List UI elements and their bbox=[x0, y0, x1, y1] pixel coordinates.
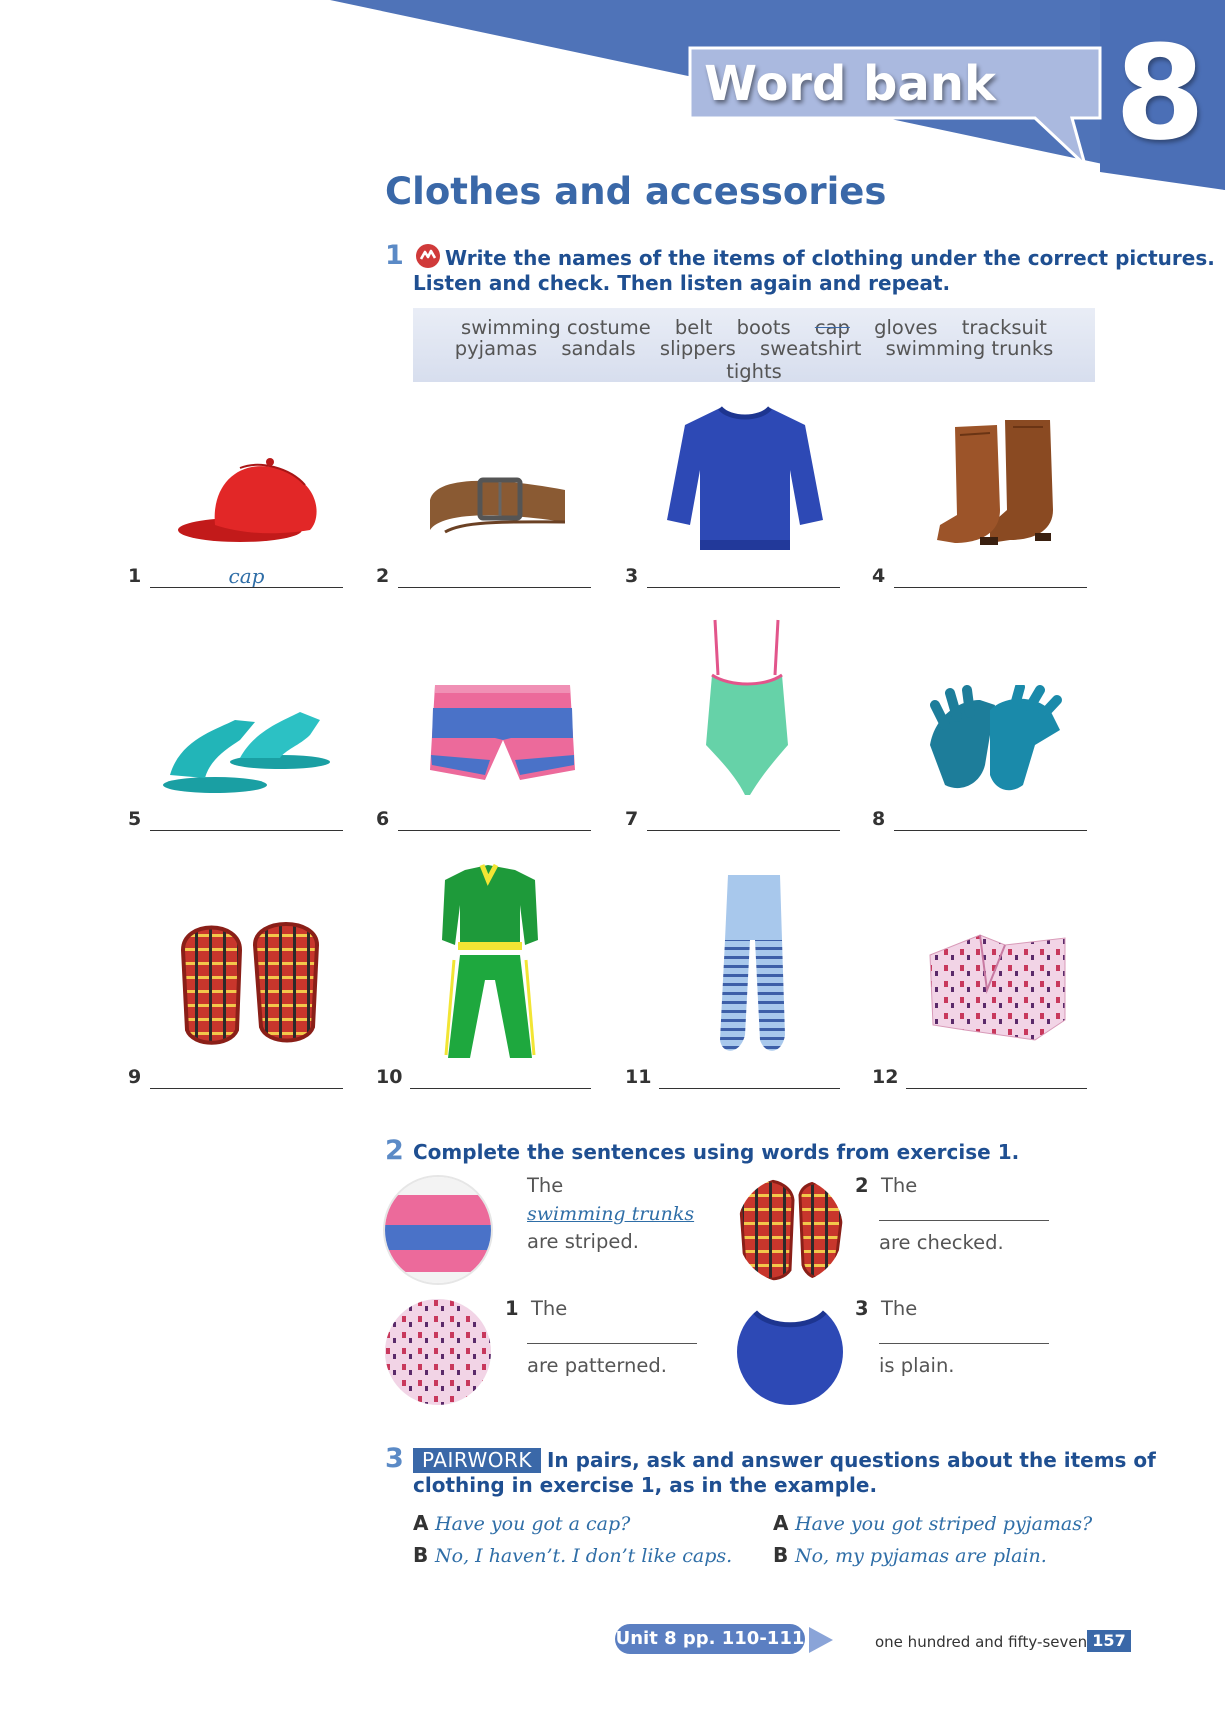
word: gloves bbox=[874, 316, 938, 339]
word: pyjamas bbox=[454, 337, 538, 360]
word-box bbox=[413, 308, 1095, 382]
item-number: 6 bbox=[376, 808, 390, 830]
exercise-3-instruction-line1: PAIRWORK In pairs, ask and answer questions about the items of bbox=[413, 1448, 1156, 1473]
sandals-photo bbox=[160, 700, 335, 800]
answer-line[interactable] bbox=[894, 563, 1087, 588]
item-number: 12 bbox=[872, 1066, 899, 1088]
boots-photo bbox=[935, 415, 1065, 550]
word: boots bbox=[736, 316, 791, 339]
sentence-1: 1 The are patterned. bbox=[505, 1295, 697, 1380]
answer-text: cap bbox=[228, 564, 265, 588]
answer-line[interactable] bbox=[150, 563, 343, 588]
word: tights bbox=[726, 360, 782, 383]
slippers-circle-photo bbox=[735, 1175, 845, 1285]
exercise-3-number: 3 bbox=[385, 1443, 404, 1474]
answer-line[interactable] bbox=[150, 1064, 343, 1089]
word: belt bbox=[674, 316, 713, 339]
answer-line[interactable] bbox=[894, 806, 1087, 831]
word: sweatshirt bbox=[760, 337, 862, 360]
gloves-photo bbox=[925, 685, 1065, 800]
answer-line[interactable] bbox=[398, 563, 591, 588]
dialogue-1: A Have you got a cap? B No, I haven’t. I don’t like caps. bbox=[413, 1511, 733, 1567]
word: swimming costume bbox=[461, 316, 651, 339]
pairwork-badge: PAIRWORK bbox=[413, 1448, 541, 1473]
pyjamas-circle-photo bbox=[383, 1297, 493, 1407]
item-number: 1 bbox=[128, 565, 142, 587]
audio-icon[interactable] bbox=[415, 243, 441, 269]
banner-title: Word bank bbox=[704, 56, 996, 112]
word-struck: cap bbox=[814, 316, 850, 339]
page-number: 157 bbox=[1087, 1630, 1131, 1652]
item-number: 5 bbox=[128, 808, 142, 830]
word: swimming trunks bbox=[885, 337, 1054, 360]
belt-photo bbox=[425, 460, 575, 540]
sweatshirt-photo bbox=[665, 400, 825, 560]
exercise-2-number: 2 bbox=[385, 1135, 404, 1166]
page-number-words: one hundred and fifty-seven bbox=[875, 1633, 1088, 1651]
arrow-right-icon bbox=[809, 1627, 833, 1653]
answer-line[interactable] bbox=[398, 806, 591, 831]
answer-line[interactable] bbox=[647, 563, 840, 588]
sentence-1-blank[interactable] bbox=[527, 1323, 697, 1344]
word: sandals bbox=[561, 337, 636, 360]
sweatshirt-circle-photo bbox=[735, 1297, 845, 1407]
exercise-1-instruction-line2: Listen and check. Then listen again and repeat. bbox=[413, 271, 951, 295]
answer-line[interactable] bbox=[410, 1064, 591, 1089]
item-number: 7 bbox=[625, 808, 639, 830]
unit-reference-badge[interactable]: Unit 8 pp. 110-111 bbox=[615, 1624, 805, 1654]
sentence-2: 2 The are checked. bbox=[855, 1172, 1049, 1257]
answer-line[interactable] bbox=[659, 1064, 840, 1089]
item-number: 10 bbox=[376, 1066, 403, 1088]
dialogue-2: A Have you got striped pyjamas? B No, my pyjamas are plain. bbox=[773, 1511, 1093, 1567]
item-number: 9 bbox=[128, 1066, 142, 1088]
item-number: 11 bbox=[625, 1066, 652, 1088]
swimming-trunks-circle-photo bbox=[383, 1175, 493, 1285]
unit-number: 8 bbox=[1114, 17, 1206, 169]
exercise-2-instruction: Complete the sentences using words from exercise 1. bbox=[413, 1140, 1020, 1164]
word-row-1 bbox=[413, 308, 1095, 337]
sentence-example: The swimming trunks are striped. bbox=[527, 1174, 695, 1253]
item-number: 4 bbox=[872, 565, 886, 587]
answer-line[interactable] bbox=[906, 1064, 1087, 1089]
slippers-photo bbox=[175, 915, 325, 1050]
word: slippers bbox=[659, 337, 736, 360]
sentence-2-blank[interactable] bbox=[879, 1200, 1049, 1221]
tracksuit-photo bbox=[440, 860, 540, 1060]
tights-photo bbox=[710, 870, 795, 1060]
pyjamas-photo bbox=[925, 930, 1070, 1045]
sentence-3: 3 The is plain. bbox=[855, 1295, 1049, 1380]
answer-line[interactable] bbox=[647, 806, 840, 831]
cap-photo bbox=[170, 440, 330, 550]
exercise-1-instruction-line1: Write the names of the items of clothing under the correct pictures. bbox=[445, 246, 1215, 270]
swimming-trunks-photo bbox=[425, 680, 580, 795]
item-number: 3 bbox=[625, 565, 639, 587]
exercise-3-instruction-line2: clothing in exercise 1, as in the example. bbox=[413, 1473, 878, 1497]
word: tracksuit bbox=[961, 316, 1047, 339]
item-number: 8 bbox=[872, 808, 886, 830]
exercise-1-number: 1 bbox=[385, 240, 404, 271]
item-number: 2 bbox=[376, 565, 390, 587]
sentence-example-answer: swimming trunks bbox=[527, 1203, 695, 1225]
answer-line[interactable] bbox=[150, 806, 343, 831]
swimming-costume-photo bbox=[690, 615, 805, 800]
section-title: Clothes and accessories bbox=[385, 170, 887, 213]
header-banner bbox=[0, 0, 1225, 190]
word-row-2 bbox=[413, 337, 1095, 383]
sentence-3-blank[interactable] bbox=[879, 1323, 1049, 1344]
